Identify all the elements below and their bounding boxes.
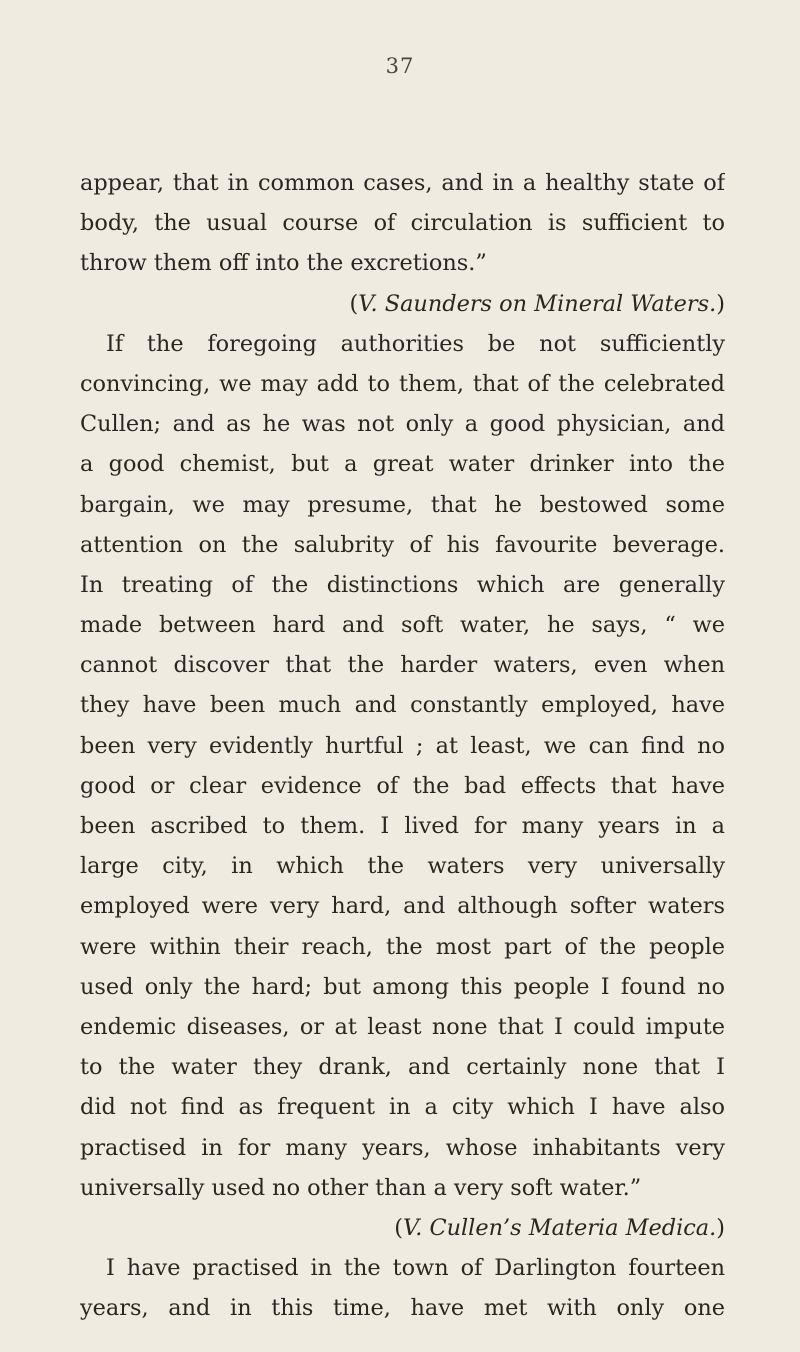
text-line: to the water they drank, and certainly none that I: [80, 1054, 725, 1081]
text-line: a good chemist, but a great water drinker into the: [80, 451, 725, 478]
text-line: throw them off into the excretions.”: [80, 250, 487, 277]
text-line: universally used no other than a very soft water.”: [80, 1174, 642, 1201]
text-line: appear, that in common cases, and in a healthy state of: [80, 170, 725, 196]
text-line: made between hard and soft water, he says, “ we: [80, 612, 725, 639]
text-line: endemic diseases, or at least none that I could impute: [80, 1013, 725, 1040]
text-line: good or clear evidence of the bad effects that have: [80, 772, 725, 799]
citation-text: V. Saunders on Mineral Waters.: [358, 290, 717, 317]
text-line: years, and in this time, have met with only one: [80, 1295, 725, 1322]
body-text: [80, 163, 725, 1328]
text-line: body, the usual course of circulation is sufficient to: [80, 210, 725, 237]
text-line: If the foregoing authorities be not sufficiently: [106, 330, 725, 357]
text-line: been ascribed to them. I lived for many years in a: [80, 813, 725, 839]
text-line: cannot discover that the harder waters, even when: [80, 652, 725, 679]
text-line: were within their reach, the most part of the people: [80, 933, 725, 960]
text-line: employed were very hard, and although softer waters: [80, 893, 725, 920]
text-line: did not find as frequent in a city which I have also: [80, 1094, 725, 1121]
text-line: convincing, we may add to them, that of the celebrated: [80, 370, 725, 397]
text-line: Cullen; and as he was not only a good physician, and: [80, 411, 725, 438]
text-line: large city, in which the waters very universally: [80, 853, 725, 880]
text-line: I have practised in the town of Darlington fourteen: [106, 1255, 725, 1282]
citation-saunders: (V. Saunders on Mineral Waters.): [349, 290, 725, 317]
text-line: they have been much and constantly employed, have: [80, 692, 725, 719]
text-line: attention on the salubrity of his favourite beverage.: [80, 531, 725, 558]
text-line: been very evidently hurtful ; at least, we can find no: [80, 732, 725, 759]
text-line: In treating of the distinctions which are generally: [80, 571, 725, 598]
text-line: bargain, we may presume, that he bestowed some: [80, 491, 725, 518]
citation-cullen: (V. Cullen’s Materia Medica.): [394, 1214, 725, 1241]
citation-text: V. Cullen’s Materia Medica.: [402, 1214, 717, 1241]
text-line: used only the hard; but among this people I found no: [80, 973, 725, 1000]
page-number: 37: [385, 54, 415, 78]
text-line: practised in for many years, whose inhabitants very: [80, 1134, 725, 1161]
